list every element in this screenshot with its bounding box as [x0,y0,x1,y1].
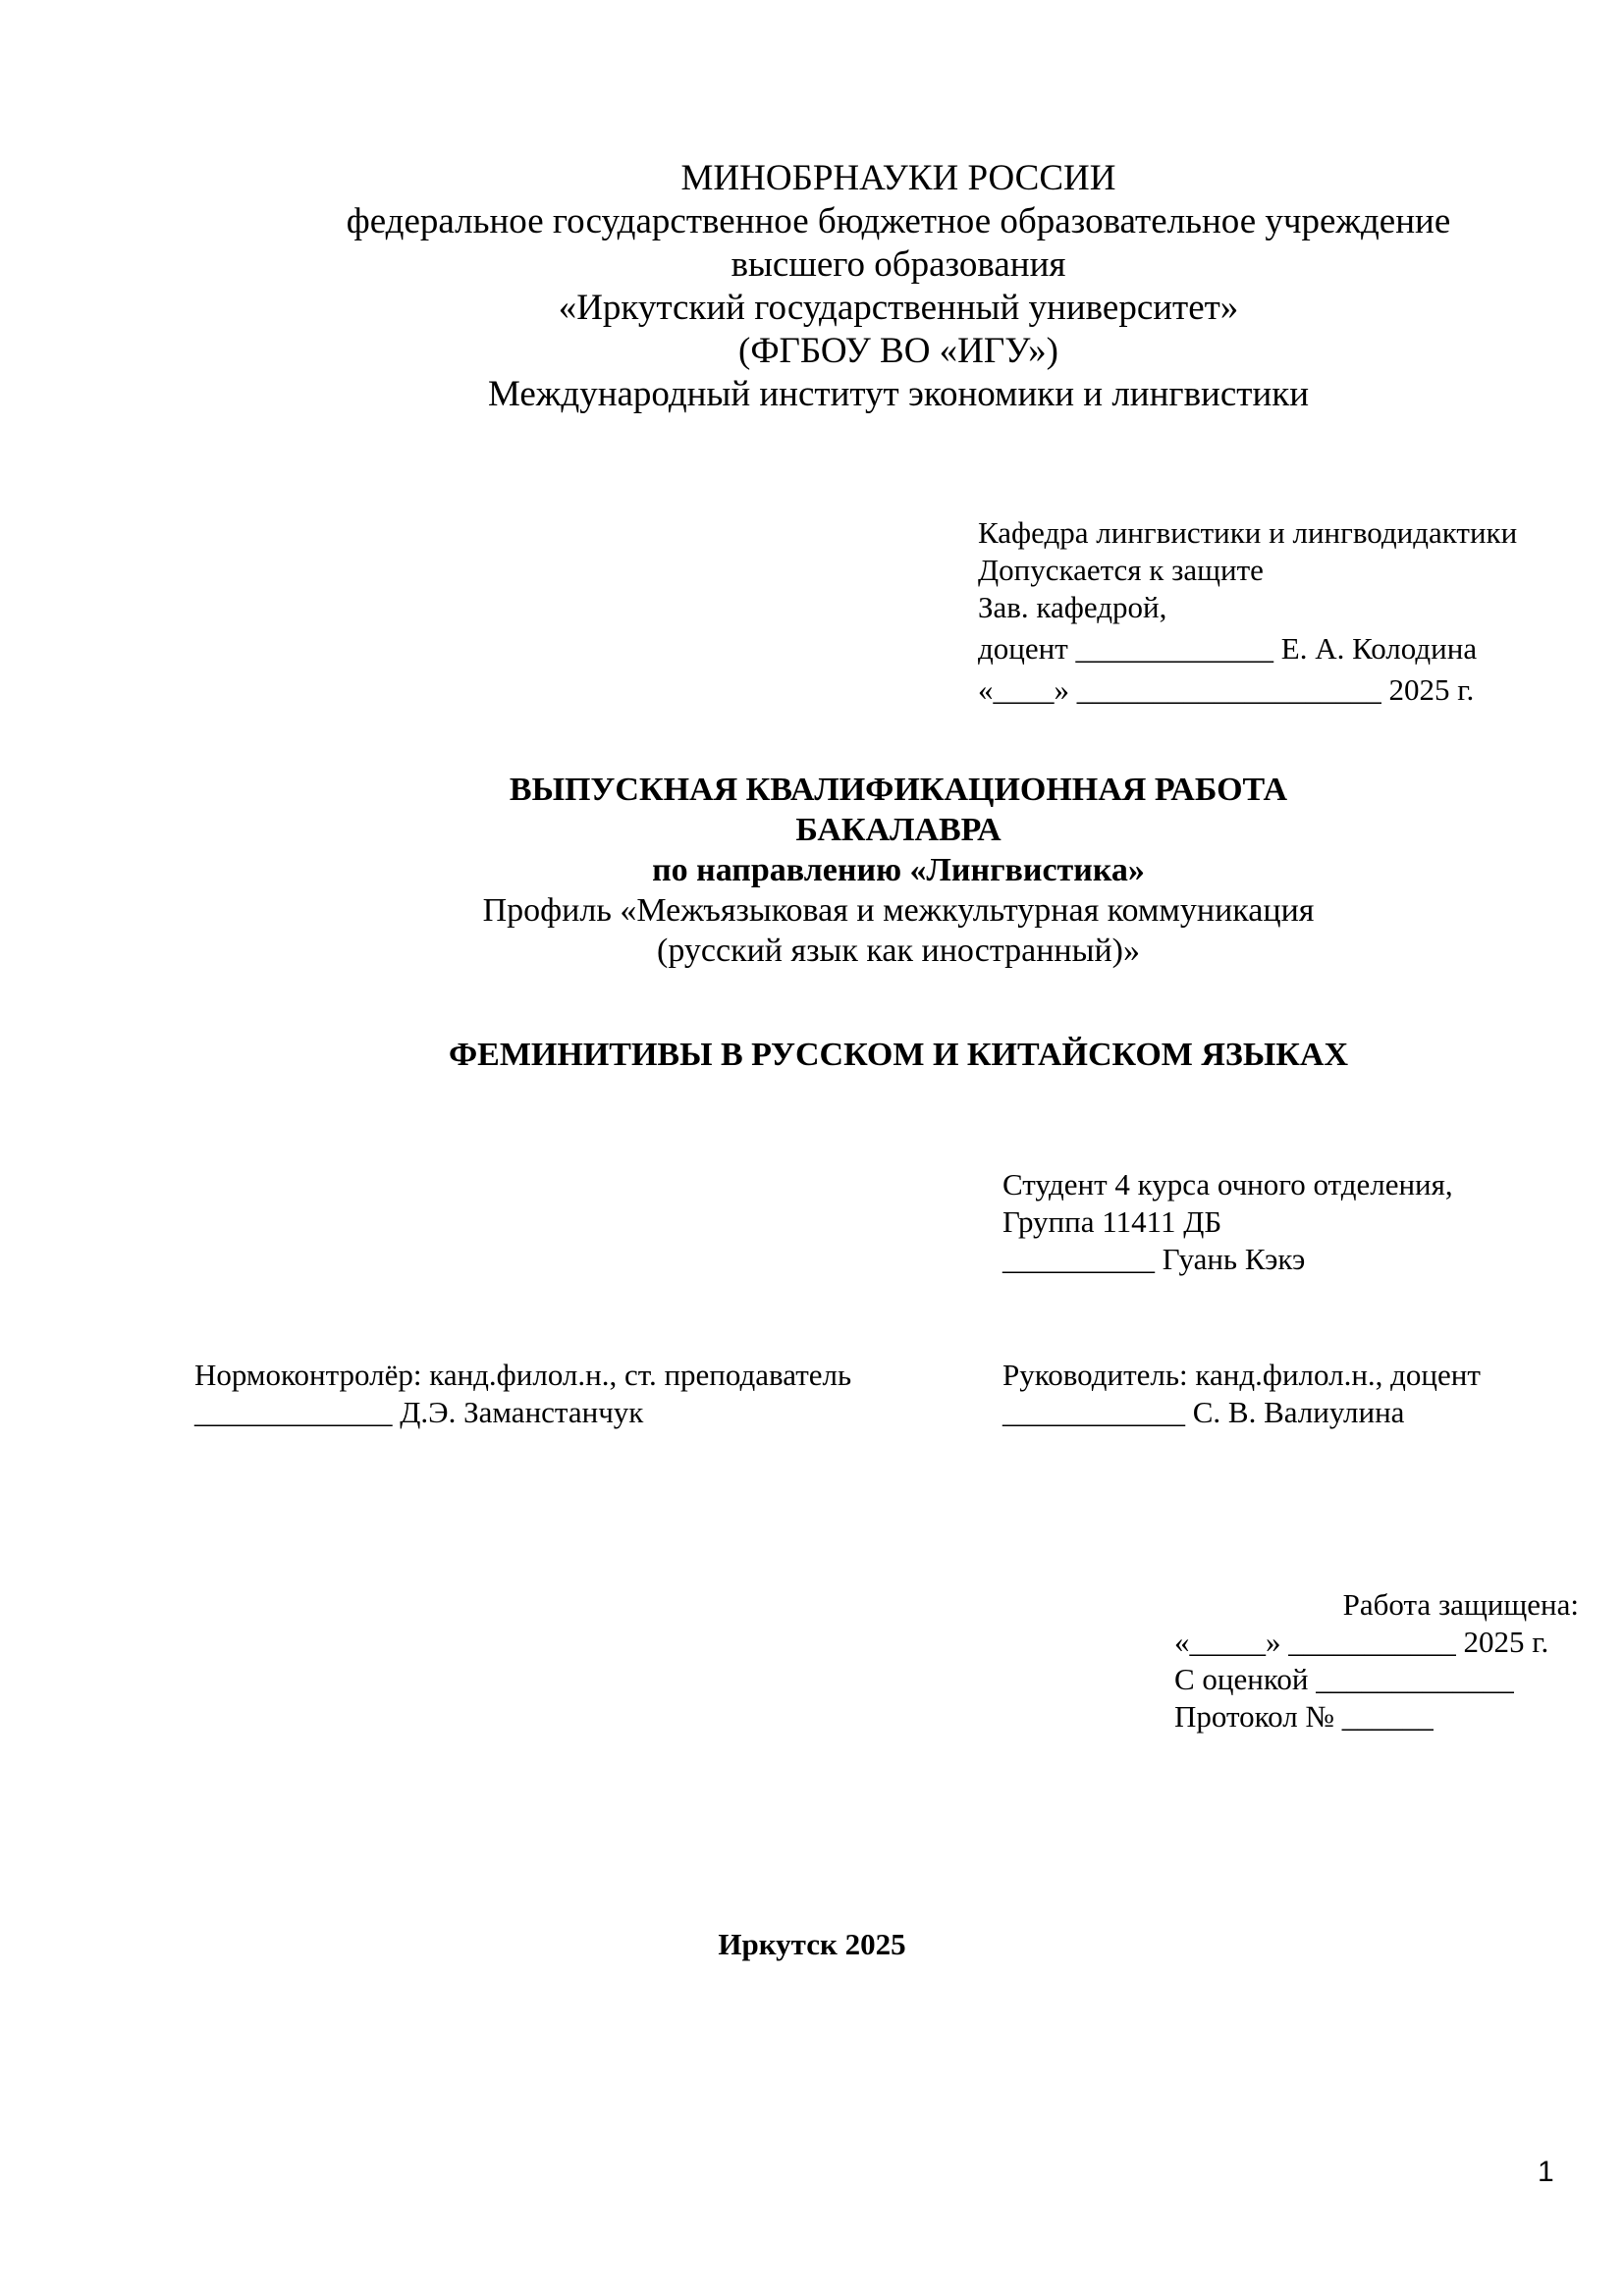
defense-grade-line: С оценкой _____________ [1174,1662,1514,1696]
head-title: Зав. кафедрой, [978,590,1167,624]
work-title-block [187,770,1610,971]
supervisor-block [1002,1357,1481,1431]
university-abbreviation: (ФГБОУ ВО «ИГУ») [738,331,1058,371]
supervisor-title: Руководитель: канд.филол.н., доцент [1002,1358,1481,1392]
admission-block [978,514,1517,709]
work-profile-line1: Профиль «Межъязыковая и межкультурная коммуникация [482,892,1315,929]
normcontrol-title: Нормоконтролёр: канд.филол.н., ст. преподаватель [194,1358,852,1392]
student-block [1002,1166,1453,1278]
admission-date-line: «____» ____________________ 2025 г. [978,672,1475,707]
admission-status: Допускается к защите [978,553,1264,587]
city-year: Иркутск 2025 [718,1927,906,1961]
work-type-title: ВЫПУСКНАЯ КВАЛИФИКАЦИОННАЯ РАБОТА [509,772,1288,808]
student-group: Группа 11411 ДБ [1002,1204,1222,1239]
head-signature-line: доцент _____________ Е. А. Колодина [978,631,1478,666]
normcontrol-signature-line: _____________ Д.Э. Заманстанчук [194,1395,644,1429]
education-level: высшего образования [731,244,1066,285]
defense-status: Работа защищена: [1342,1587,1579,1622]
student-course: Студент 4 курса очного отделения, [1002,1167,1453,1201]
city-year-block [0,1926,1624,1963]
university-name: «Иркутский государственный университет» [558,288,1239,328]
work-direction: по направлению «Лингвистика» [652,852,1145,888]
institute-name: Международный институт экономики и лингвистики [487,374,1310,414]
institution-type: федеральное государственное бюджетное образовательное учреждение [346,201,1451,241]
defense-date-line: «_____» ___________ 2025 г. [1174,1625,1549,1659]
normcontrol-block [194,1357,851,1431]
theme-block [187,1035,1610,1075]
thesis-theme: ФЕМИНИТИВЫ В РУССКОМ И КИТАЙСКОМ ЯЗЫКАХ [448,1037,1349,1073]
work-profile-line2: (русский язык как иностранный)» [657,933,1140,969]
page-number: 1 [1538,2156,1554,2188]
supervisor-signature-line: ____________ С. В. Валиулина [1002,1395,1405,1429]
student-signature-line: __________ Гуань Кэкэ [1002,1242,1306,1276]
defense-block [1174,1586,1579,1735]
ministry-name: МИНОБРНАУКИ РОССИИ [680,158,1116,198]
department-name: Кафедра лингвистики и лингводидактики [978,515,1518,550]
defense-protocol-line: Протокол № ______ [1174,1699,1434,1734]
work-degree-title: БАКАЛАВРА [795,812,1001,848]
document-header [187,157,1610,416]
